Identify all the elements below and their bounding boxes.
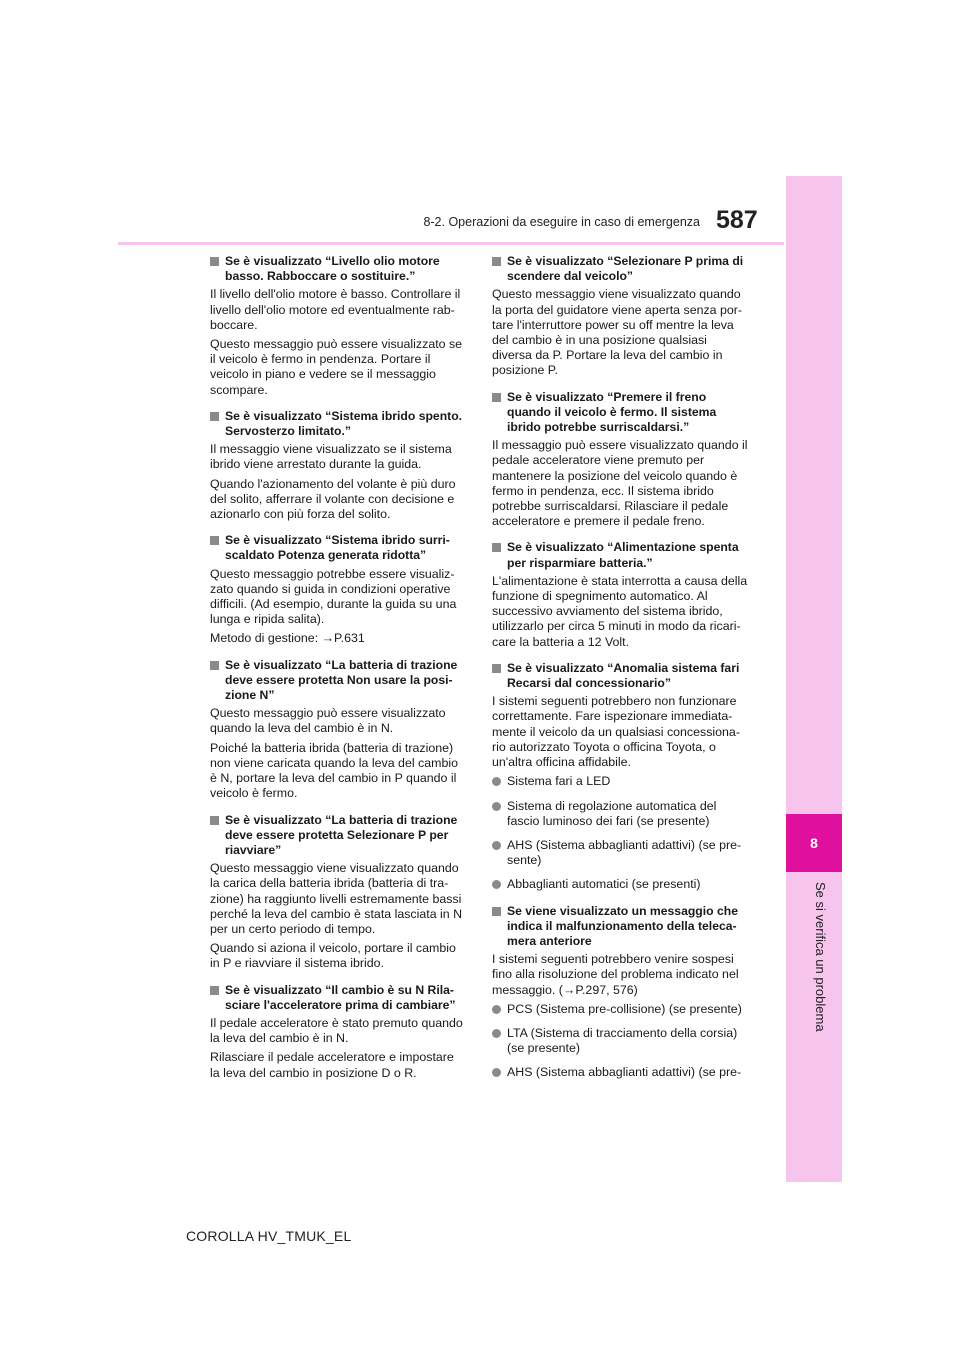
body-paragraph: Il pedale acceleratore è stato premuto quando la leva del cambio è in N. <box>210 1015 463 1046</box>
round-bullet-icon <box>492 841 501 850</box>
section-heading-text: Se è visualizzato “Selezionare P prima di scendere dal veicolo” <box>507 254 744 284</box>
section-heading <box>210 533 466 563</box>
bullet-item <box>492 838 748 868</box>
square-bullet-icon <box>492 907 501 916</box>
bullet-item <box>492 877 748 892</box>
bullet-text: AHS (Sistema abbaglianti adattivi) (se pre- <box>507 1065 742 1080</box>
section-block <box>210 658 466 802</box>
round-bullet-icon <box>492 802 501 811</box>
section-heading-text: Se viene visualizzato un messaggio che indica il malfunzionamento della teleca-mera anteriore <box>507 903 738 948</box>
section-heading <box>210 813 466 859</box>
section-block <box>492 540 748 649</box>
square-bullet-icon <box>210 536 219 545</box>
body-paragraph: Il messaggio può essere visualizzato quando il pedale acceleratore viene premuto per mantenere la posizione del veicolo quando è fermo in pendenza, ecc. Il sistema ibrido potrebbe surriscaldarsi. Rilasciare il pedale acceleratore e premere il pedale freno. <box>492 438 748 529</box>
section-block <box>210 983 466 1081</box>
body-paragraph: Metodo di gestione: →P.631 <box>210 631 365 646</box>
bullet-text: Sistema di regolazione automatica del fascio luminoso dei fari (se presente) <box>507 798 717 828</box>
bullet-item <box>492 1002 748 1017</box>
section-heading-text: Se è visualizzato “La batteria di trazione deve essere protetta Selezionare P per riavviare” <box>225 812 458 857</box>
body-paragraph: Quando l'azionamento del volante è più duro del solito, afferrare il volante con decisione e azionarlo con più forza del solito. <box>210 476 456 522</box>
round-bullet-icon <box>492 1005 501 1014</box>
square-bullet-icon <box>492 257 501 266</box>
section-heading-text: Se è visualizzato “Sistema ibrido surri-scaldato Potenza generata ridotta” <box>225 533 450 563</box>
left-column <box>210 254 466 1092</box>
section-heading-text: Se è visualizzato “Livello olio motore basso. Rabboccare o sostituire.” <box>225 254 440 284</box>
section-heading-text: Se è visualizzato “Alimentazione spenta per risparmiare batteria.” <box>507 540 739 570</box>
right-column <box>492 254 748 1092</box>
body-paragraph: Questo messaggio viene visualizzato quando la carica della batteria ibrida (batteria di tra-zione) ha raggiunto livelli estremamente bassi perché la leva del cambio è stata lasciata in N per un certo periodo di tempo. <box>210 861 463 936</box>
section-heading-text: Se è visualizzato “La batteria di trazione deve essere protetta Non usare la posi-zione N” <box>225 657 458 703</box>
body-paragraph: I sistemi seguenti potrebbero venire sospesi fino alla risoluzione del problema indicato nel messaggio. (→P.297, 576) <box>492 952 739 997</box>
section-heading <box>492 661 748 691</box>
bullet-text: Sistema fari a LED <box>507 774 611 789</box>
square-bullet-icon <box>492 664 501 673</box>
body-paragraph: L'alimentazione è stata interrotta a causa della funzione di spegnimento automatico. Al successivo avviamento del sistema ibrido, utilizzarlo per circa 5 minuti in modo da ricari-care la batteria a 12 Volt. <box>492 573 748 649</box>
section-block <box>210 409 466 522</box>
round-bullet-icon <box>492 880 501 889</box>
section-heading <box>492 540 748 570</box>
body-paragraph: Rilasciare il pedale acceleratore e impostare la leva del cambio in posizione D o R. <box>210 1050 454 1080</box>
square-bullet-icon <box>210 257 219 266</box>
section-heading <box>210 658 466 704</box>
bullet-item <box>492 774 748 789</box>
footer-model-code: COROLLA HV_TMUK_EL <box>186 1228 352 1244</box>
section-block <box>210 813 466 972</box>
bullet-text: PCS (Sistema pre-collisione) (se presente) <box>507 1001 742 1016</box>
body-paragraph: Questo messaggio può essere visualizzato quando la leva del cambio è in N. <box>210 706 446 736</box>
section-heading <box>492 390 748 436</box>
square-bullet-icon <box>492 393 501 402</box>
body-paragraph: Questo messaggio potrebbe essere visualiz-zato quando si guida in condizioni operative difficili. (Ad esempio, durante la guida su una lunga e ripida salita). <box>210 566 457 627</box>
square-bullet-icon <box>210 986 219 995</box>
body-paragraph: Il messaggio viene visualizzato se il sistema ibrido viene arrestato durante la guida. <box>210 442 452 472</box>
section-heading-text: Se è visualizzato “Sistema ibrido spento. Servosterzo limitato.” <box>225 408 463 439</box>
section-heading <box>492 904 748 950</box>
square-bullet-icon <box>210 661 219 670</box>
body-paragraph: Quando si aziona il veicolo, portare il cambio in P e riavviare il sistema ibrido. <box>210 941 456 971</box>
bullet-item <box>492 1065 748 1080</box>
body-paragraph: I sistemi seguenti potrebbero non funzionare correttamente. Fare ispezionare immediata-mente il veicolo da un qualsiasi concessiona-rio autorizzato Toyota o officina Toyota, o un'altra officina affidabile. <box>492 694 740 770</box>
section-block <box>492 254 748 379</box>
bullet-item <box>492 799 748 829</box>
section-block <box>210 533 466 646</box>
bullet-text: Abbaglianti automatici (se presenti) <box>507 877 701 892</box>
section-block <box>492 904 748 1081</box>
section-heading <box>210 254 466 284</box>
body-paragraph: Poiché la batteria ibrida (batteria di trazione) non viene caricata quando la leva del cambio è N, portare la leva del cambio in P quando il veicolo è fermo. <box>210 740 458 801</box>
square-bullet-icon <box>210 816 219 825</box>
section-heading <box>492 254 748 284</box>
section-block <box>492 390 748 530</box>
section-title: 8-2. Operazioni da eseguire in caso di emergenza <box>423 215 700 229</box>
section-block <box>210 254 466 398</box>
chapter-number-badge: 8 <box>786 814 842 872</box>
round-bullet-icon <box>492 1068 501 1077</box>
section-block <box>492 661 748 893</box>
chapter-side-label: Se si verifica un problema <box>813 882 828 1032</box>
bullet-item <box>492 1026 748 1056</box>
square-bullet-icon <box>210 412 219 421</box>
body-paragraph: Questo messaggio può essere visualizzato se il veicolo è fermo in pendenza. Portare il veicolo in piano e vedere se il messaggio scompare. <box>210 337 463 397</box>
bullet-text: AHS (Sistema abbaglianti adattivi) (se pre-sente) <box>507 837 742 868</box>
section-heading <box>210 409 466 439</box>
round-bullet-icon <box>492 1029 501 1038</box>
round-bullet-icon <box>492 777 501 786</box>
page-number: 587 <box>716 206 758 234</box>
header-divider <box>118 242 784 245</box>
section-heading-text: Se è visualizzato “Anomalia sistema fari Recarsi dal concessionario” <box>507 660 740 691</box>
section-heading-text: Se è visualizzato “Il cambio è su N Rila-sciare l'acceleratore prima di cambiare” <box>225 982 456 1012</box>
square-bullet-icon <box>492 543 501 552</box>
section-heading-text: Se è visualizzato “Premere il freno quando il veicolo è fermo. Il sistema ibrido potrebbe surriscaldarsi.” <box>507 389 717 435</box>
body-paragraph: Questo messaggio viene visualizzato quando la porta del guidatore viene aperta senza por-tare l'interruttore power su off mentre la leva del cambio è in una posizione qualsiasi diversa da P. Portare la leva del cambio in posizione P. <box>492 287 743 378</box>
section-heading <box>210 983 466 1013</box>
body-paragraph: Il livello dell'olio motore è basso. Controllare il livello dell'olio motore ed eventualmente rab-boccare. <box>210 287 461 332</box>
bullet-text: LTA (Sistema di tracciamento della corsia) (se presente) <box>507 1025 738 1056</box>
